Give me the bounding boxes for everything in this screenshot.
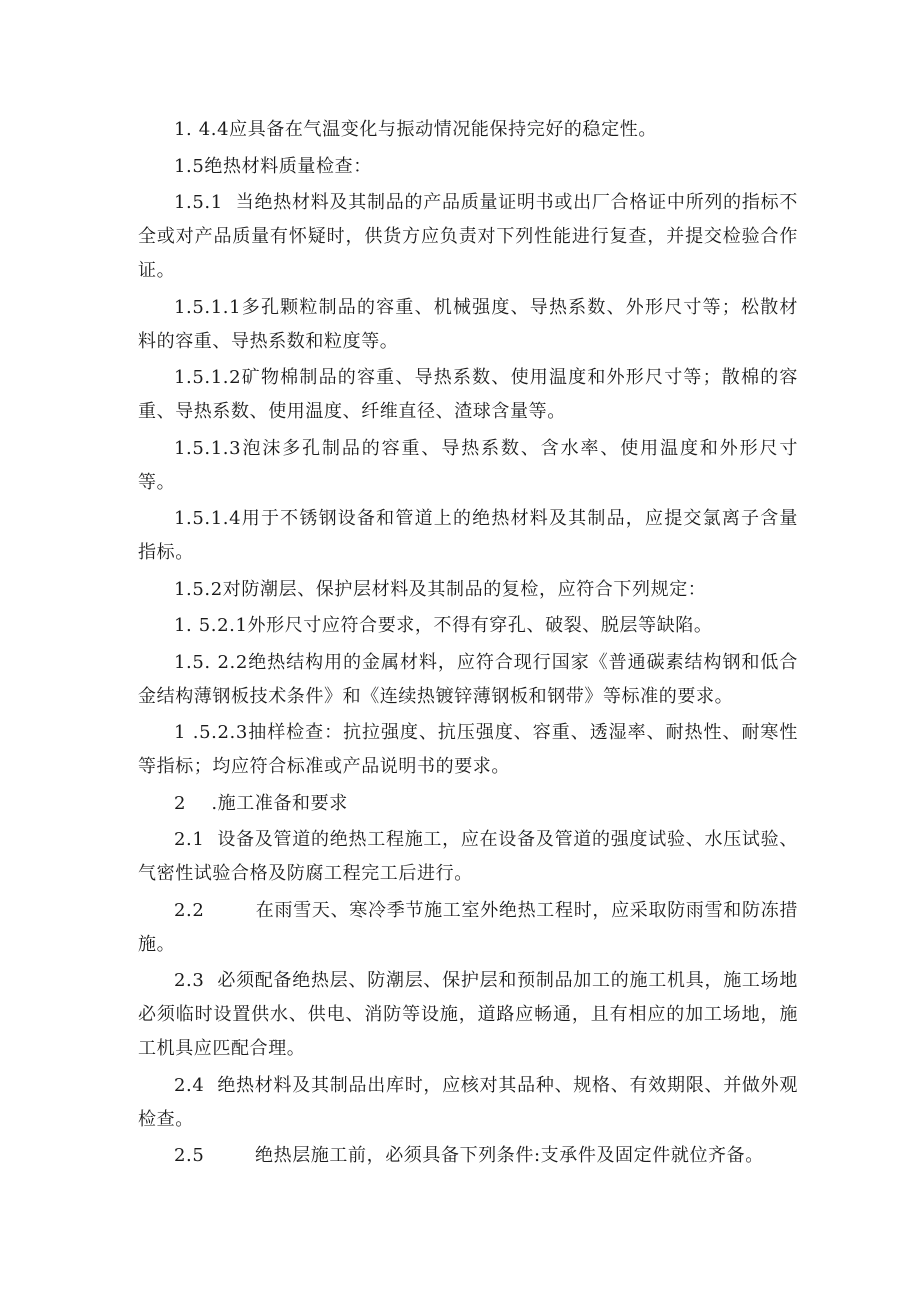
paragraph-1-4-4: 1. 4.4应具备在气温变化与振动情况能保持完好的稳定性。 — [174, 119, 657, 140]
paragraph-1-5: 1.5绝热材料质量检查： — [174, 155, 372, 177]
paragraph-1-5-1-1: 1.5.1.1多孔颗粒制品的容重、机械强度、导热系数、外形尺寸等；松散材料的容重、导热系数和粒度等。 — [138, 296, 798, 352]
paragraph-1-5-2: 1.5.2对防潮层、保护层材料及其制品的复检，应符合下列规定： — [174, 578, 707, 600]
paragraph-2-4: 2.4 绝热材料及其制品出库时，应核对其品种、规格、有效期限、并做外观检查。 — [138, 1074, 798, 1130]
paragraph-2-3: 2.3 必须配备绝热层、防潮层、保护层和预制品加工的施工机具，施工场地必须临时设置供水、供电、消防等设施，道路应畅通，且有相应的加工场地，施工机具应匹配合理。 — [138, 970, 798, 1059]
paragraph-1-5-2-3: 1 .5.2.3抽样检查：抗拉强度、抗压强度、容重、透湿率、耐热性、耐寒性等指标；均应符合标准或产品说明书的要求。 — [138, 722, 798, 777]
document-page — [138, 113, 798, 1176]
paragraph-1-5-1: 1.5.1 当绝热材料及其制品的产品质量证明书或出厂合格证中所列的指标不全或对产品质量有怀疑时，供货方应负责对下列性能进行复查，并提交检验合作证。 — [138, 192, 798, 281]
paragraph-2-1: 2.1 设备及管道的绝热工程施工，应在设备及管道的强度试验、水压试验、气密性试验合格及防腐工程完工后进行。 — [138, 829, 798, 884]
paragraph-1-5-2-2: 1.5. 2.2绝热结构用的金属材料，应符合现行国家《普通碳素结构钢和低合金结构薄钢板技术条件》和《连续热镀锌薄钢板和钢带》等标准的要求。 — [138, 651, 798, 707]
paragraph-1-5-2-1: 1. 5.2.1外形尺寸应符合要求，不得有穿孔、破裂、脱层等缺陷。 — [174, 615, 713, 636]
paragraph-2-2: 2.2 在雨雪天、寒冷季节施工室外绝热工程时，应采取防雨雪和防冻措施。 — [138, 899, 798, 955]
paragraph-1-5-1-2: 1.5.1.2矿物棉制品的容重、导热系数、使用温度和外形尺寸等；散棉的容重、导热系数、使用温度、纤维直径、渣球含量等。 — [138, 367, 798, 422]
section-heading-2: 2 .施工准备和要求 — [174, 792, 348, 814]
paragraph-1-5-1-4: 1.5.1.4用于不锈钢设备和管道上的绝热材料及其制品，应提交氯离子含量指标。 — [138, 508, 798, 563]
paragraph-2-5: 2.5 绝热层施工前，必须具备下列条件:支承件及固定件就位齐备。 — [174, 1145, 764, 1166]
paragraph-1-5-1-3: 1.5.1.3泡沫多孔制品的容重、导热系数、含水率、使用温度和外形尺寸等。 — [138, 437, 798, 493]
